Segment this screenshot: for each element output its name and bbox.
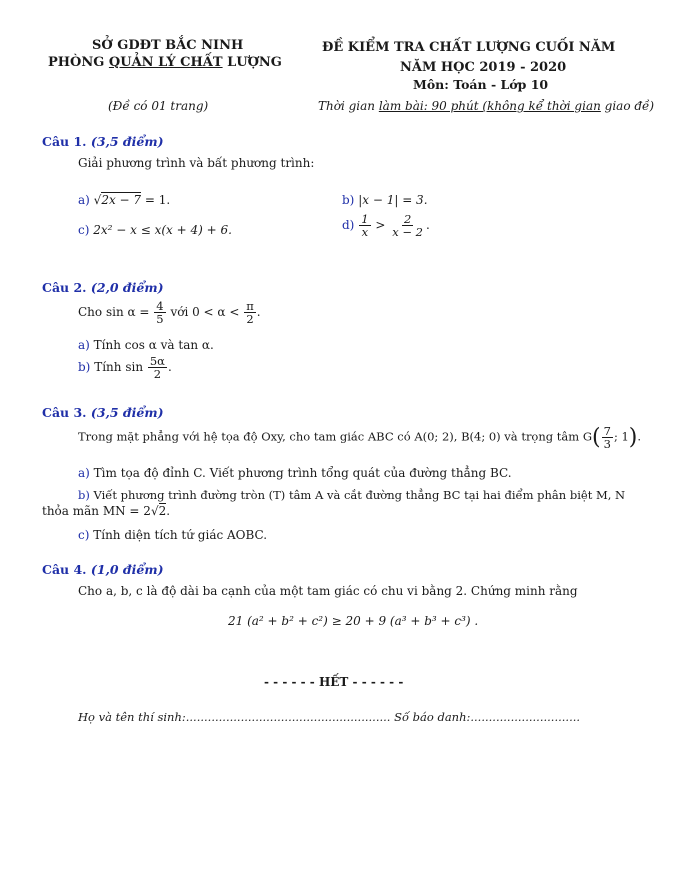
q4-points: (1,0 điểm) (90, 562, 164, 577)
q3-semicolon-1: ; 1 (613, 429, 629, 444)
q3-b-sqrt2: 2 (158, 504, 167, 518)
q1-c-label: c) (78, 223, 90, 237)
q3-part-b-line1 (78, 488, 625, 502)
q1-b-expr: |x − 1| = 3. (358, 193, 428, 207)
q1-d-label: d) (342, 218, 355, 233)
q4-inequality: 21 (a² + b² + c²) ≥ 20 + 9 (a³ + b³ + c³) . (228, 614, 479, 628)
q3-part-c (78, 528, 267, 542)
q3-c-label: c) (78, 528, 90, 542)
dept-name: SỞ GDĐT BẮC NINH (92, 38, 244, 53)
q2-frac-4-5: $\frac{4}{5}$ (156, 299, 164, 327)
q1-part-d (342, 213, 430, 238)
q3-a-text: Tìm tọa độ đỉnh C. Viết phương trình tổng quát của đường thẳng BC. (93, 466, 512, 480)
q2-intro-pre: Cho sin α = (78, 305, 154, 320)
q4-intro: Cho a, b, c là độ dài ba cạnh của một tam giác có chu vi bằng 2. Chứng minh rằng (78, 584, 578, 598)
q2-b-text: Tính sin (94, 360, 147, 375)
q1-d-period: . (426, 218, 430, 233)
time-note-pre: Thời gian (318, 99, 379, 113)
q1-d-gt: > (375, 218, 386, 233)
q1-part-c (78, 223, 232, 237)
q1-a-expr: √2x − 7 = 1. (93, 193, 171, 207)
office-name-post: LƯỢNG (222, 55, 282, 70)
q1-d-frac1: $\frac{1}{x}$ (361, 212, 369, 240)
q2-intro (78, 300, 261, 325)
q3-paren-open: ( (592, 425, 601, 451)
office-name-underlined: QUẢN LÝ CHẤT (108, 55, 223, 70)
q3-paren-close: ) (628, 425, 638, 451)
q1-a-label: a) (78, 193, 90, 207)
q2-intro-period: . (256, 305, 261, 320)
q2-points: (2,0 điểm) (90, 280, 164, 295)
q1-part-a (78, 193, 170, 207)
q3-b-text-line1: Viết phương trình đường tròn (T) tâm A và cắt đường thẳng BC tại hai điểm phân biệt M, N (93, 488, 626, 502)
q2-title (42, 280, 164, 295)
q1-intro: Giải phương trình và bất phương trình: (78, 156, 315, 170)
q1-c-expr: 2x² − x ≤ x(x + 4) + 6. (93, 223, 232, 237)
q3-title (42, 405, 164, 420)
q1-title (42, 134, 164, 149)
exam-title: ĐỀ KIỂM TRA CHẤT LƯỢNG CUỐI NĂM (322, 40, 616, 55)
q3-intro (78, 425, 641, 450)
q4-label: Câu 4. (42, 562, 87, 577)
q2-part-a (78, 338, 214, 352)
pages-note: (Đề có 01 trang) (108, 99, 209, 113)
q3-c-text: Tính diện tích tứ giác AOBC. (93, 528, 268, 542)
q2-frac-pi-2: $\frac{\pi}{2}$ (246, 299, 254, 327)
q3-b-text-line2: thỏa mãn MN = 2 (42, 504, 151, 518)
subject: Môn: Toán - Lớp 10 (413, 77, 549, 92)
q2-a-text: Tính cos α và tan α. (93, 338, 214, 352)
q1-d-frac2: $\frac{2}{x - 2}$ (392, 212, 423, 240)
office-name-pre: PHÒNG (48, 55, 109, 70)
q3-part-b-line2: thỏa mãn MN = 2√2. (42, 504, 171, 518)
q2-label: Câu 2. (42, 280, 87, 295)
q1-label: Câu 1. (42, 134, 87, 149)
q2-a-label: a) (78, 338, 90, 352)
time-note-post: giao đề) (600, 99, 655, 113)
q1-b-label: b) (342, 193, 355, 207)
q3-points: (3,5 điểm) (90, 405, 164, 420)
q3-label: Câu 3. (42, 405, 87, 420)
q2-intro-mid: với 0 < α < (170, 305, 244, 320)
q3-intro-text: Trong mặt phẳng với hệ tọa độ Oxy, cho tam giác ABC có A(0; 2), B(4; 0) và trọng tâm G (78, 429, 593, 444)
q2-b-label: b) (78, 360, 91, 375)
q3-frac-7-3: $\frac{7}{3}$ (603, 424, 611, 452)
q2-part-b (78, 355, 172, 380)
q1-part-b (342, 193, 428, 207)
end-marker: - - - - - - HẾT - - - - - - (264, 675, 404, 689)
q3-a-label: a) (78, 466, 90, 480)
q4-title (42, 562, 164, 577)
time-note (318, 99, 654, 113)
office-name (48, 55, 282, 70)
q3-part-a (78, 466, 512, 480)
school-year: NĂM HỌC 2019 - 2020 (400, 60, 567, 75)
q3-intro-period: . (637, 429, 642, 444)
q1-points: (3,5 điểm) (90, 134, 164, 149)
q2-frac-5a-2: $\frac{5\alpha}{2}$ (149, 354, 165, 382)
candidate-info-line: Họ và tên thí sinh:........................................................ Số báo danh:.............................. (78, 710, 581, 724)
q2-b-period: . (167, 360, 172, 375)
q3-b-label: b) (78, 488, 90, 502)
time-note-underlined: làm bài: 90 phút (không kể thời gian (378, 99, 601, 113)
